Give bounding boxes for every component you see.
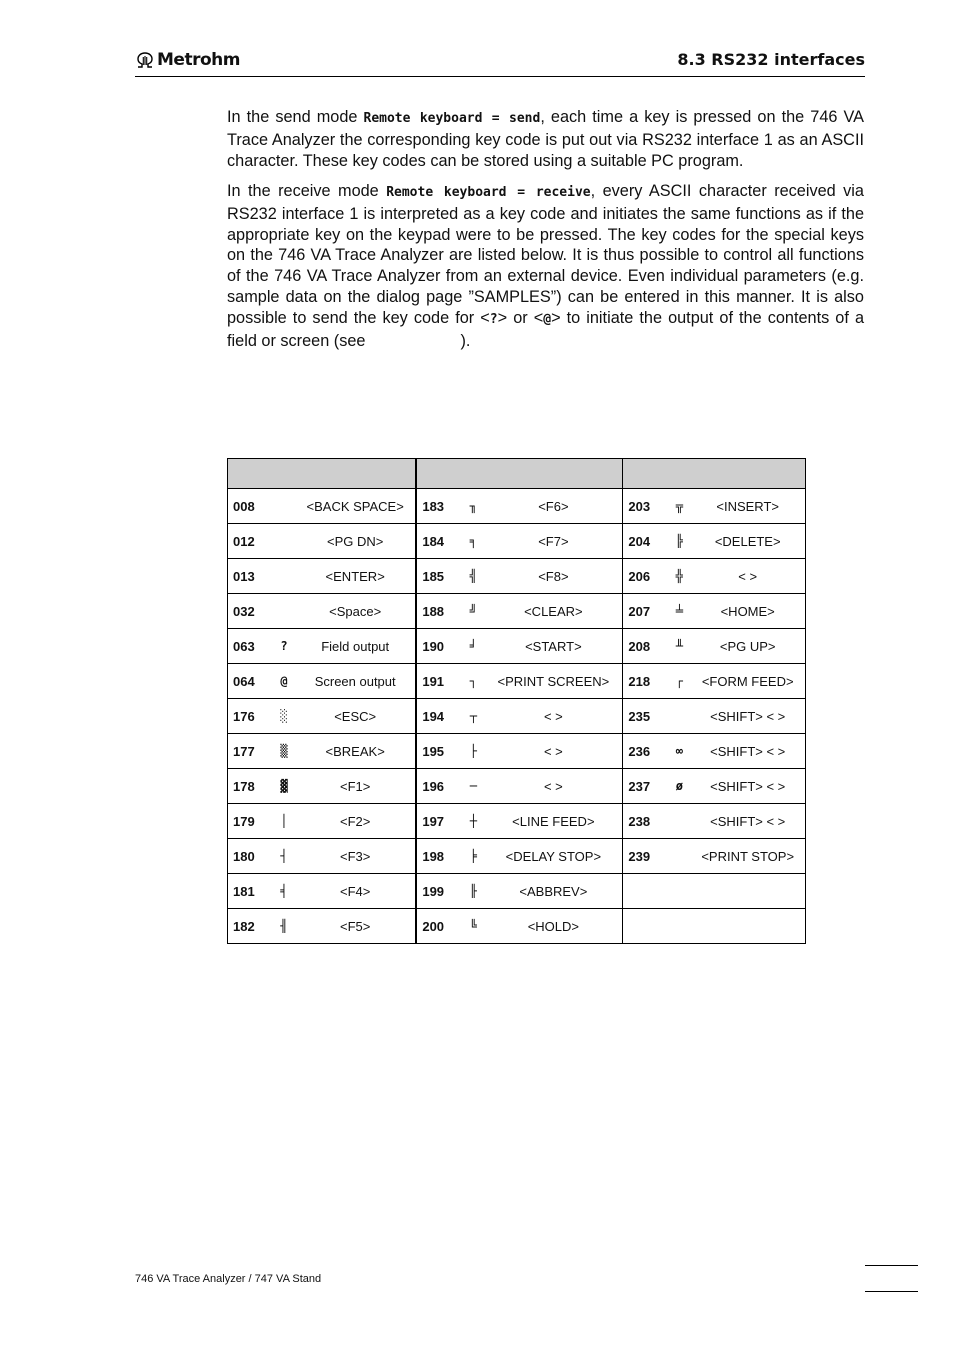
key-symbol: ▒ xyxy=(273,734,295,769)
table-header-col2 xyxy=(416,459,623,489)
key-symbol: │ xyxy=(273,804,295,839)
key-code: 181 xyxy=(228,874,274,909)
key-code: 235 xyxy=(623,699,669,734)
footer-text: 746 VA Trace Analyzer / 747 VA Stand xyxy=(135,1273,322,1285)
key-symbol: ├ xyxy=(462,734,484,769)
key-function: <LINE FEED> xyxy=(484,804,623,839)
key-symbol: ┬ xyxy=(462,699,484,734)
paragraph-receive-mode: In the receive mode Remote keyboard = receive, every ASCII character received via RS232 interface 1 is interpreted as a key code and initiates the same functions as if the appropriate key on the keypad were to be pressed. The key codes for the special keys on the 746 VA Trace Analyzer are listed below. It is thus possible to control all functions of the 746 VA Trace Analyzer from an external device. Even individual parameters (e.g. sample data on the dialog page ”SAMPLES”) can be entered in this manner. It is also possible to send the key code for <?> or <@> to initiate the output of the contents of a field or screen (see ). xyxy=(227,181,864,351)
key-code: 178 xyxy=(228,769,274,804)
key-symbol: ╕ xyxy=(462,524,484,559)
table-row xyxy=(228,559,806,594)
key-function: <DELAY STOP> xyxy=(484,839,623,874)
key-code: 180 xyxy=(228,839,274,874)
table-row xyxy=(228,524,806,559)
key-at: @ xyxy=(543,312,552,328)
key-code: 204 xyxy=(623,524,669,559)
key-symbol: ╡ xyxy=(273,874,295,909)
key-function: <CLEAR> xyxy=(484,594,623,629)
key-symbol: ╟ xyxy=(462,874,484,909)
key-code-table xyxy=(227,458,806,944)
key-function: <Space> xyxy=(295,594,416,629)
key-code: 032 xyxy=(228,594,274,629)
key-code: 182 xyxy=(228,909,274,944)
key-code: 184 xyxy=(416,524,462,559)
key-code: 012 xyxy=(228,524,274,559)
key-symbol: ▓ xyxy=(273,769,295,804)
key-symbol xyxy=(273,489,295,524)
key-symbol: ∞ xyxy=(668,734,690,769)
logo-text: Metrohm xyxy=(157,50,240,70)
key-code: 064 xyxy=(228,664,274,699)
key-question: ? xyxy=(489,312,498,328)
key-function: <HOME> xyxy=(690,594,805,629)
key-code: 177 xyxy=(228,734,274,769)
table-row xyxy=(228,594,806,629)
key-code: 207 xyxy=(623,594,669,629)
key-function: <BACK SPACE> xyxy=(295,489,416,524)
key-function: <SHIFT> < > xyxy=(690,804,805,839)
metrohm-logo xyxy=(135,50,240,70)
key-code: 179 xyxy=(228,804,274,839)
key-function: <PG DN> xyxy=(295,524,416,559)
key-function: < > xyxy=(690,559,805,594)
key-code: 238 xyxy=(623,804,669,839)
key-symbol: ╨ xyxy=(668,629,690,664)
key-function: < > xyxy=(484,699,623,734)
key-function: Screen output xyxy=(295,664,416,699)
key-code: 194 xyxy=(416,699,462,734)
key-function: <ABBREV> xyxy=(484,874,623,909)
key-function: <SHIFT> < > xyxy=(690,699,805,734)
key-code: 237 xyxy=(623,769,669,804)
metrohm-omega-icon xyxy=(135,52,155,68)
key-symbol xyxy=(273,594,295,629)
body-text xyxy=(227,107,864,361)
page-header xyxy=(135,48,865,77)
key-symbol: ╖ xyxy=(462,489,484,524)
key-code: 008 xyxy=(228,489,274,524)
key-code: 063 xyxy=(228,629,274,664)
key-function: <PRINT SCREEN> xyxy=(484,664,623,699)
key-code: 013 xyxy=(228,559,274,594)
key-code xyxy=(623,874,669,909)
key-symbol xyxy=(668,874,690,909)
key-symbol xyxy=(668,804,690,839)
key-symbol: @ xyxy=(273,664,295,699)
key-symbol xyxy=(668,909,690,944)
key-code: 236 xyxy=(623,734,669,769)
paragraph-send-mode: In the send mode Remote keyboard = send, each time a key is pressed on the 746 VA Trace Analyzer the corresponding key code is put out via RS232 interface 1 as an ASCII character. These key codes can be stored using a suitable PC program. xyxy=(227,108,865,170)
key-symbol: ╣ xyxy=(462,559,484,594)
key-function: <F2> xyxy=(295,804,416,839)
key-symbol: ╢ xyxy=(273,909,295,944)
key-code: 195 xyxy=(416,734,462,769)
table-row xyxy=(228,699,806,734)
key-function: <ENTER> xyxy=(295,559,416,594)
key-code: 239 xyxy=(623,839,669,874)
footer-rule-top xyxy=(865,1265,918,1266)
table-row xyxy=(228,769,806,804)
key-symbol xyxy=(273,524,295,559)
key-code: 206 xyxy=(623,559,669,594)
table-row xyxy=(228,874,806,909)
key-function: <F1> xyxy=(295,769,416,804)
table-row xyxy=(228,804,806,839)
key-symbol: ╛ xyxy=(462,629,484,664)
key-function: <F7> xyxy=(484,524,623,559)
key-code: 200 xyxy=(416,909,462,944)
key-symbol: ╞ xyxy=(462,839,484,874)
key-symbol: ╬ xyxy=(668,559,690,594)
key-symbol xyxy=(668,699,690,734)
table-row xyxy=(228,839,806,874)
key-function: <F4> xyxy=(295,874,416,909)
key-function: <SHIFT> < > xyxy=(690,769,805,804)
table-header-col1 xyxy=(228,459,417,489)
table-row xyxy=(228,734,806,769)
key-symbol: ╠ xyxy=(668,524,690,559)
key-function: <F6> xyxy=(484,489,623,524)
key-symbol: ? xyxy=(273,629,295,664)
key-function: <F5> xyxy=(295,909,416,944)
table-header-col3 xyxy=(623,459,806,489)
key-function: <HOLD> xyxy=(484,909,623,944)
key-symbol: ø xyxy=(668,769,690,804)
table-row xyxy=(228,629,806,664)
key-function xyxy=(690,874,805,909)
key-function: <F8> xyxy=(484,559,623,594)
key-code: 188 xyxy=(416,594,462,629)
table-row xyxy=(228,664,806,699)
key-symbol: ░ xyxy=(273,699,295,734)
key-symbol: ┌ xyxy=(668,664,690,699)
key-function: < > xyxy=(484,769,623,804)
key-code: 208 xyxy=(623,629,669,664)
key-code: 185 xyxy=(416,559,462,594)
key-code: 196 xyxy=(416,769,462,804)
code-remote-keyboard-send: Remote keyboard = send xyxy=(363,111,541,126)
key-function: <ESC> xyxy=(295,699,416,734)
key-function: < > xyxy=(484,734,623,769)
key-code: 199 xyxy=(416,874,462,909)
key-code: 198 xyxy=(416,839,462,874)
footer-rule-bottom xyxy=(865,1291,918,1292)
key-symbol: ─ xyxy=(462,769,484,804)
table-header-row xyxy=(228,459,806,489)
key-symbol: ┼ xyxy=(462,804,484,839)
key-code: 176 xyxy=(228,699,274,734)
key-code: 218 xyxy=(623,664,669,699)
section-title: 8.3 RS232 interfaces xyxy=(677,50,865,69)
key-function: <FORM FEED> xyxy=(690,664,805,699)
key-function: Field output xyxy=(295,629,416,664)
code-remote-keyboard-receive: Remote keyboard = receive xyxy=(386,184,591,200)
key-function: <DELETE> xyxy=(690,524,805,559)
key-function: <BREAK> xyxy=(295,734,416,769)
key-function: <SHIFT> < > xyxy=(690,734,805,769)
key-code: 191 xyxy=(416,664,462,699)
key-symbol: ╚ xyxy=(462,909,484,944)
key-symbol: ┤ xyxy=(273,839,295,874)
key-symbol: ┐ xyxy=(462,664,484,699)
key-function: <INSERT> xyxy=(690,489,805,524)
table-row xyxy=(228,909,806,944)
key-function xyxy=(690,909,805,944)
key-code: 203 xyxy=(623,489,669,524)
key-symbol: ╝ xyxy=(462,594,484,629)
key-function: <START> xyxy=(484,629,623,664)
key-symbol xyxy=(668,839,690,874)
key-symbol: ╧ xyxy=(668,594,690,629)
key-symbol: ╦ xyxy=(668,489,690,524)
key-code: 197 xyxy=(416,804,462,839)
table-row xyxy=(228,489,806,524)
key-function: <F3> xyxy=(295,839,416,874)
key-function: <PG UP> xyxy=(690,629,805,664)
key-code: 190 xyxy=(416,629,462,664)
key-symbol xyxy=(273,559,295,594)
key-code: 183 xyxy=(416,489,462,524)
key-function: <PRINT STOP> xyxy=(690,839,805,874)
key-code xyxy=(623,909,669,944)
